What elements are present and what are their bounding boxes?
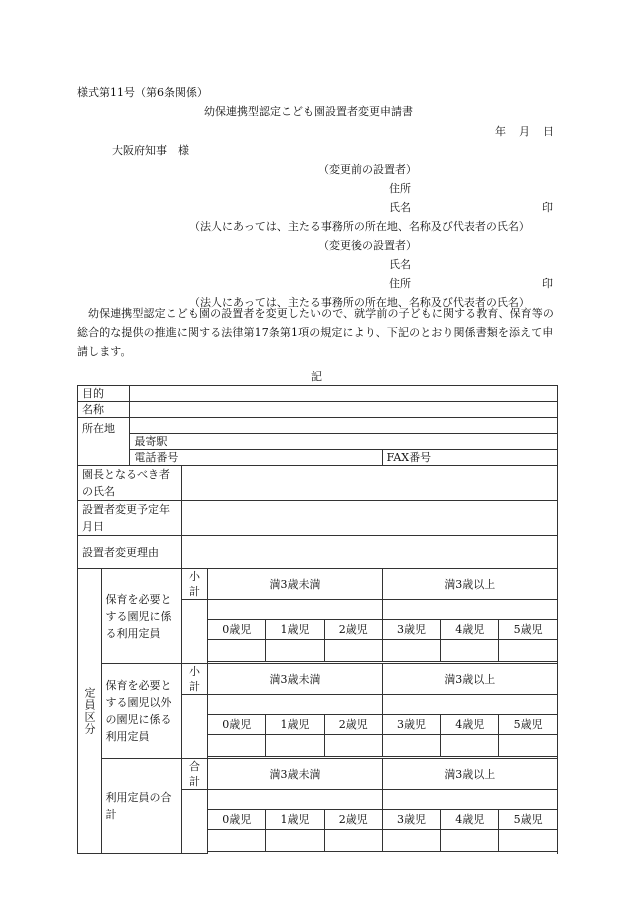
section1-age1-value[interactable] <box>266 640 325 662</box>
section2-age5-value[interactable] <box>499 735 558 757</box>
section3-total-label: 合計 <box>181 759 208 790</box>
before-note: （法人にあっては、主たる事務所の所在地、名称及び代表者の氏名） <box>189 220 530 233</box>
age-4-label: 4歳児 <box>441 715 499 735</box>
change-reason-label: 設置者変更理由 <box>78 536 182 569</box>
section1-subtotal-value[interactable] <box>181 600 208 664</box>
form-number: 様式第11号（第6条関係） <box>77 86 208 99</box>
age-5-label: 5歳児 <box>499 620 558 640</box>
section3-under3-value[interactable] <box>208 790 382 810</box>
section3-age5-value[interactable] <box>499 830 558 852</box>
ki-label: 記 <box>311 370 322 383</box>
capacity-category-cell <box>78 569 102 854</box>
age-5-label: 5歳児 <box>499 715 558 735</box>
section2-age0-value[interactable] <box>208 735 266 757</box>
section3-over3: 満3歳以上 <box>382 759 557 790</box>
before-address-label: 住所 <box>389 182 411 195</box>
section2-over3-value[interactable] <box>382 695 557 715</box>
age-2-label: 2歳児 <box>324 810 382 830</box>
section3-age2-value[interactable] <box>324 830 382 852</box>
after-note: （法人にあっては、主たる事務所の所在地、名称及び代表者の氏名） <box>189 296 530 309</box>
before-heading: （変更前の設置者） <box>318 163 417 176</box>
section3-age1-value[interactable] <box>266 830 325 852</box>
director-field[interactable] <box>181 466 557 501</box>
change-reason-field[interactable] <box>181 536 557 569</box>
section3-under3: 満3歳未満 <box>208 759 382 790</box>
form-title: 幼保連携型認定こども園設置者変更申請書 <box>204 105 413 118</box>
section2-age2-value[interactable] <box>324 735 382 757</box>
purpose-field[interactable] <box>130 386 558 402</box>
section1-label: 保育を必要とする園児に係る利用定員 <box>101 569 181 664</box>
section1-age0-value[interactable] <box>208 640 266 662</box>
section1-subtotal-label: 小計 <box>181 569 208 600</box>
phone-label: 電話番号 <box>134 451 179 464</box>
name-field[interactable] <box>130 402 558 418</box>
purpose-label: 目的 <box>78 386 130 402</box>
change-date-label: 設置者変更予定年月日 <box>78 501 182 536</box>
name-label: 名称 <box>78 402 130 418</box>
section1-under3-value[interactable] <box>208 600 382 620</box>
age-3-label: 3歳児 <box>382 810 441 830</box>
section3-age4-value[interactable] <box>441 830 499 852</box>
nearest-station-field[interactable] <box>130 434 558 450</box>
section2-over3: 満3歳以上 <box>382 664 557 695</box>
location-label: 所在地 <box>78 418 130 466</box>
age-0-label: 0歳児 <box>208 715 266 735</box>
after-heading: （変更後の設置者） <box>318 239 417 252</box>
section1-age3-value[interactable] <box>382 640 441 662</box>
section1-age4-value[interactable] <box>441 640 499 662</box>
location-field[interactable] <box>130 418 558 434</box>
section2-subtotal-label: 小計 <box>181 664 208 695</box>
section1-age5-value[interactable] <box>499 640 558 662</box>
section2-age3-value[interactable] <box>382 735 441 757</box>
body-text: 幼保連携型認定こども園の設置者を変更したいので、就学前の子どもに関する教育、保育等の総合的な提供の推進に関する法律第17条第1項の規定により、下記のとおり関係書類を添えて申請します。 <box>77 307 554 358</box>
age-0-label: 0歳児 <box>208 620 266 640</box>
section2-label: 保育を必要とする園児以外の園児に係る利用定員 <box>101 664 181 759</box>
before-seal: 印 <box>542 201 553 214</box>
age-1-label: 1歳児 <box>266 715 325 735</box>
section2-subtotal-value[interactable] <box>181 695 208 759</box>
age-4-label: 4歳児 <box>441 620 499 640</box>
section2-under3-value[interactable] <box>208 695 382 715</box>
change-date-field[interactable] <box>181 501 557 536</box>
section2-under3: 満3歳未満 <box>208 664 382 695</box>
application-table <box>77 385 558 854</box>
section3-spacer <box>208 852 558 854</box>
age-0-label: 0歳児 <box>208 810 266 830</box>
section1-under3: 満3歳未満 <box>208 569 382 600</box>
section1-over3: 満3歳以上 <box>382 569 557 600</box>
age-1-label: 1歳児 <box>266 620 325 640</box>
age-2-label: 2歳児 <box>324 715 382 735</box>
age-5-label: 5歳児 <box>499 810 558 830</box>
section3-label: 利用定員の合計 <box>101 759 181 854</box>
section2-age1-value[interactable] <box>266 735 325 757</box>
age-2-label: 2歳児 <box>324 620 382 640</box>
addressee: 大阪府知事 様 <box>112 144 189 157</box>
section3-age0-value[interactable] <box>208 830 266 852</box>
nearest-station-label: 最寄駅 <box>134 435 168 448</box>
after-seal: 印 <box>542 277 553 290</box>
age-1-label: 1歳児 <box>266 810 325 830</box>
fax-field[interactable] <box>382 450 557 466</box>
section3-age3-value[interactable] <box>382 830 441 852</box>
age-3-label: 3歳児 <box>382 620 441 640</box>
phone-field[interactable] <box>130 450 382 466</box>
section3-total-value[interactable] <box>181 790 208 854</box>
date-line: 年 月 日 <box>495 125 555 138</box>
fax-label: FAX番号 <box>386 451 432 464</box>
section1-age2-value[interactable] <box>324 640 382 662</box>
capacity-category-label: 定員区分 <box>83 687 96 735</box>
age-4-label: 4歳児 <box>441 810 499 830</box>
section1-over3-value[interactable] <box>382 600 557 620</box>
age-3-label: 3歳児 <box>382 715 441 735</box>
before-name-label: 氏名 <box>389 201 411 214</box>
director-label: 園長となるべき者の氏名 <box>78 466 182 501</box>
after-name-label: 氏名 <box>389 258 411 271</box>
after-address-label: 住所 <box>389 277 411 290</box>
section3-over3-value[interactable] <box>382 790 557 810</box>
section2-age4-value[interactable] <box>441 735 499 757</box>
body-paragraph <box>77 304 559 361</box>
